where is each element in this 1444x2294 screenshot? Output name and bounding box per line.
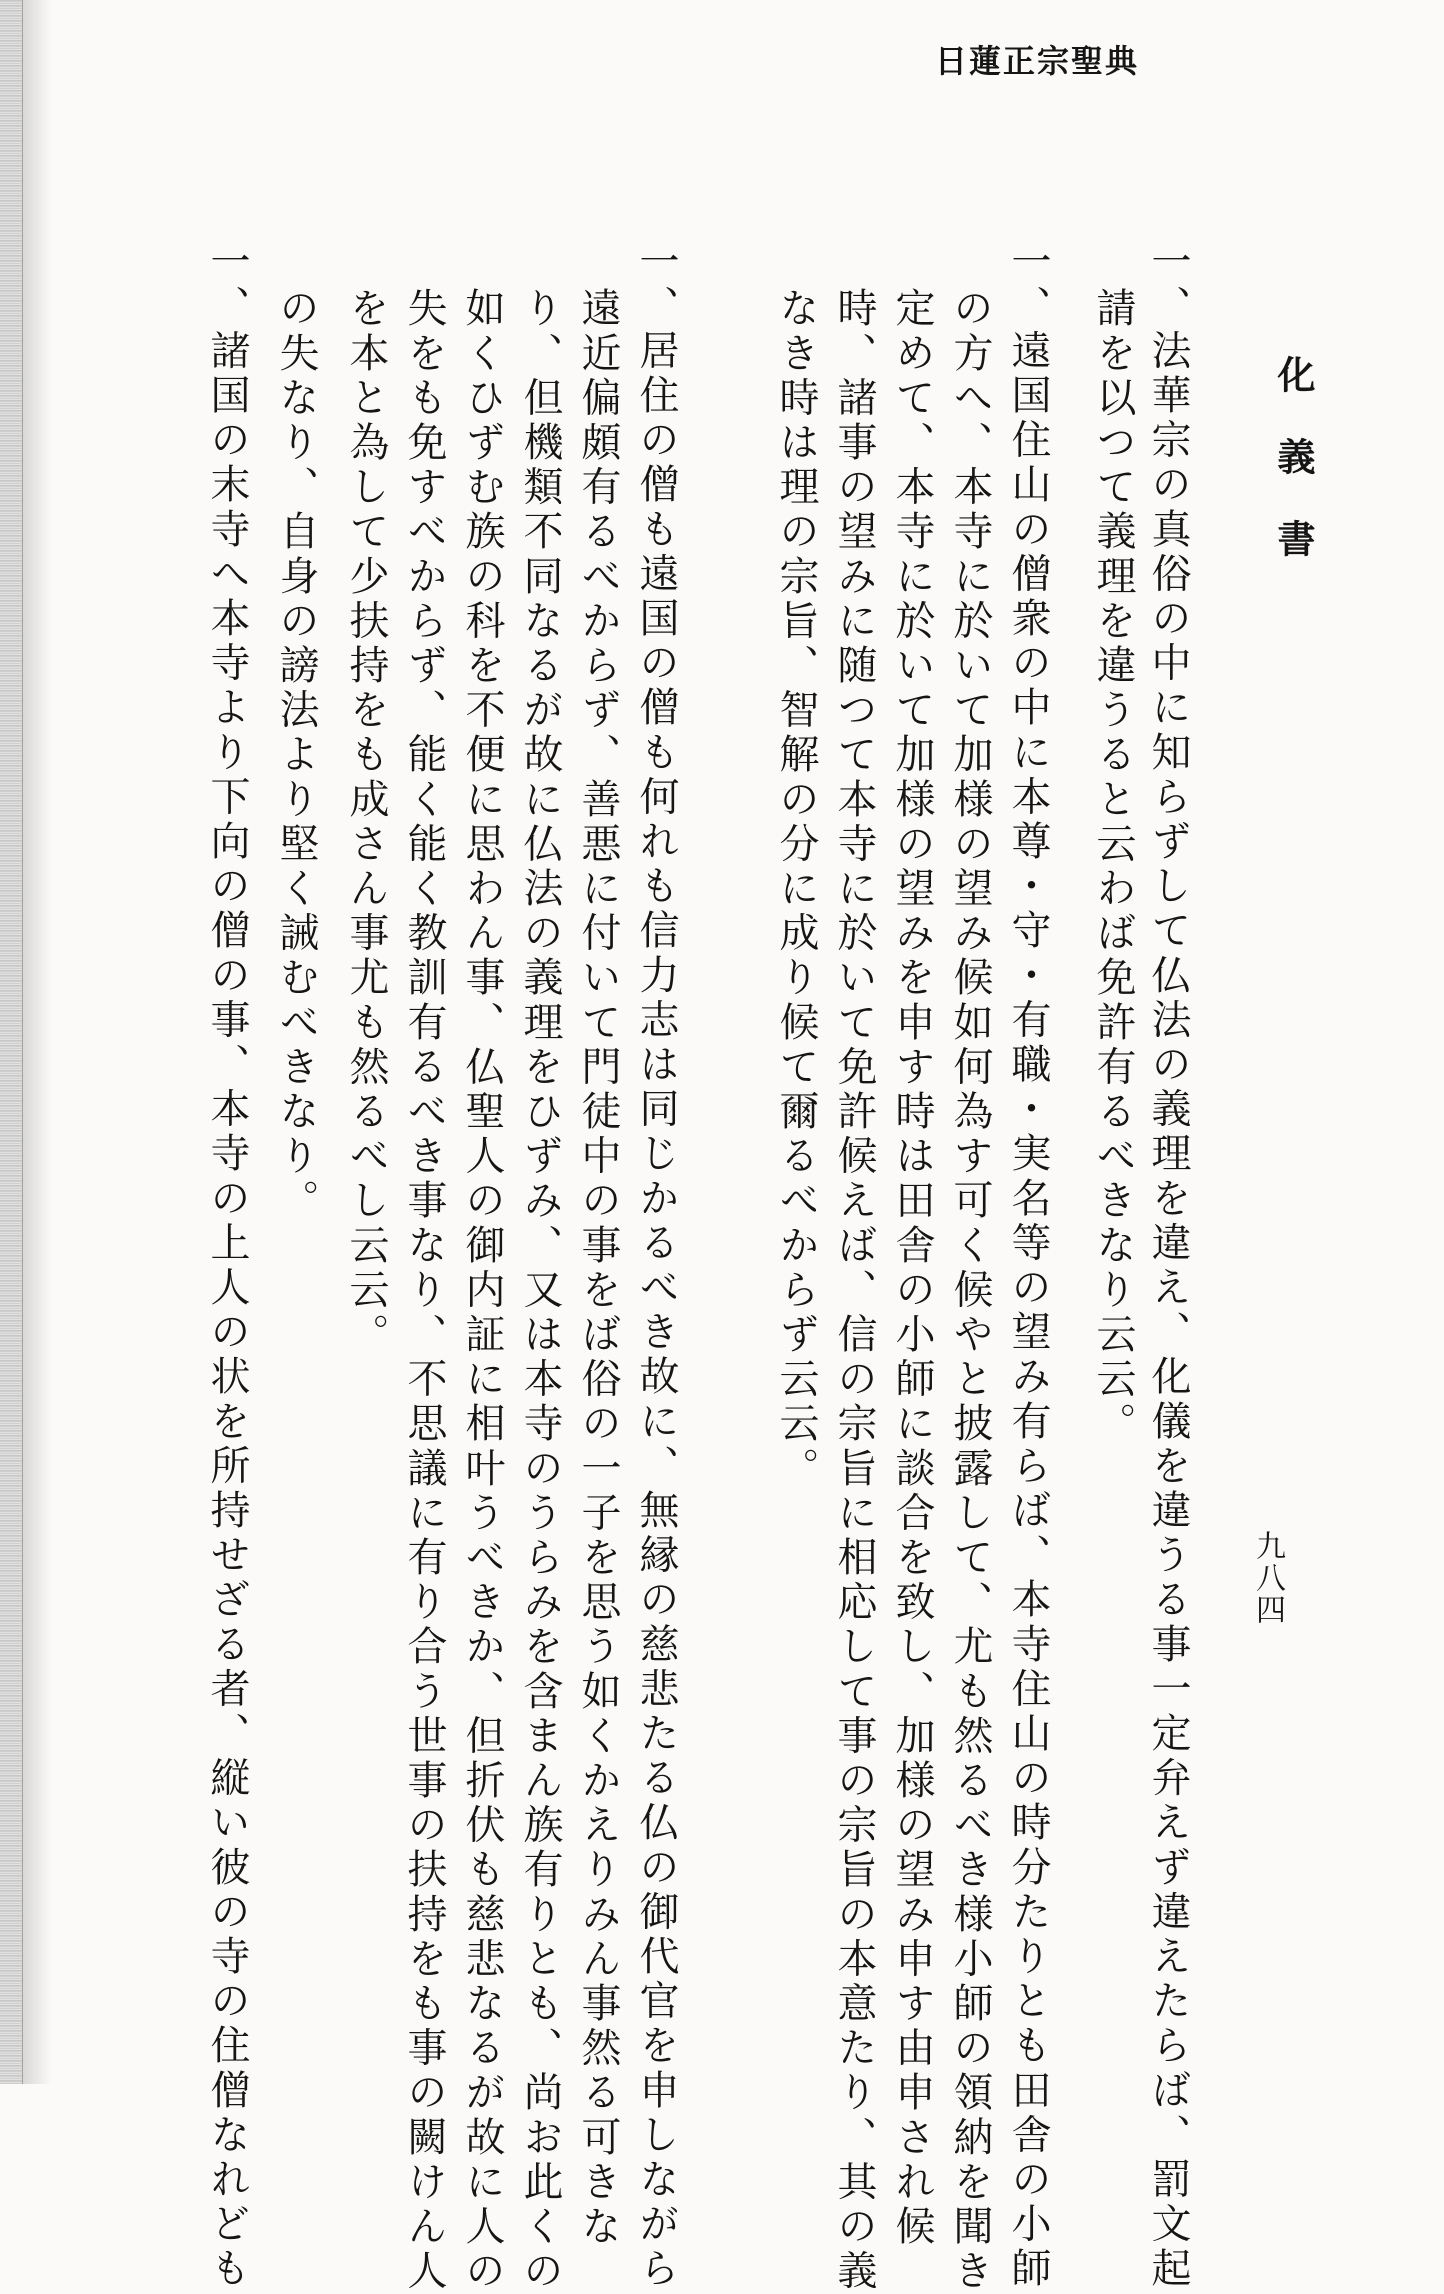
text-column-12: 如くひずむ族の科を不便に思わん事、仏聖人の御内証に相叶うべきか、但折伏も慈悲なるが故に人の (459, 287, 505, 2294)
page-binding-edge (0, 0, 23, 2084)
text-column-3: 請を以つて義理を違うると云わば免許有るべきなり云云。 (1090, 287, 1136, 1447)
text-column-13: 失をも免すべからず、能く能く教訓有るべき事なり、不思議に有り合う世事の扶持をも事の闕けん人 (401, 287, 447, 2294)
text-column-15: 一、諸国の末寺へ本寺より下向の僧の事、本寺の上人の状を所持せざる者、縦い彼の寺の住僧なれども (204, 240, 250, 2292)
text-column-11: り、但機類不同なるが故に仏法の義理をひずみ、又は本寺のうらみを含まん族有りとも、尚お此くの (517, 287, 563, 2294)
text-column-6: 定めて、本寺に於いて加様の望みを申す時は田舎の小師に談合を致し、加様の望み申す由申され候 (889, 287, 935, 2250)
text-column-10: 遠近偏頗有るべからず、善悪に付いて門徒中の事をば俗の一子を思う如くかえりみん事然る可きな (575, 287, 621, 2250)
page-number: 九八四 (1250, 1530, 1285, 1626)
text-column-4: 一、遠国住山の僧衆の中に本尊・守・有職・実名等の望み有らば、本寺住山の時分たりとも田舎の小師 (1005, 240, 1051, 2292)
book-title: 日蓮正宗聖典 (935, 42, 1140, 80)
text-column-5: の方へ、本寺に於いて加様の望み候如何為す可く候やと披露して、尤も然るべき様小師の領納を聞き (947, 287, 993, 2294)
text-column-8: なき時は理の宗旨、智解の分に成り候て爾るべからず云云。 (773, 287, 819, 1492)
page-binding-shadow (22, 0, 52, 2084)
text-column-14: を本と為して少扶持をも成さん事尤も然るべし云云。 (343, 287, 389, 1358)
chapter-title: 化義書 (1271, 355, 1316, 601)
text-column-1: の失なり、自身の謗法より堅く誡むべきなり。 (273, 287, 319, 1224)
text-column-9: 一、居住の僧も遠国の僧も何れも信力志は同じかるべき故に、無縁の慈悲たる仏の御代官を申しながら (633, 240, 679, 2292)
text-column-7: 時、諸事の望みに随つて本寺に於いて免許候えば、信の宗旨に相応して事の宗旨の本意たり、其の義 (831, 287, 877, 2294)
text-column-2: 一、法華宗の真俗の中に知らずして仏法の義理を違え、化儀を違うる事一定弁えず違えたらば、罰文起 (1145, 240, 1191, 2292)
